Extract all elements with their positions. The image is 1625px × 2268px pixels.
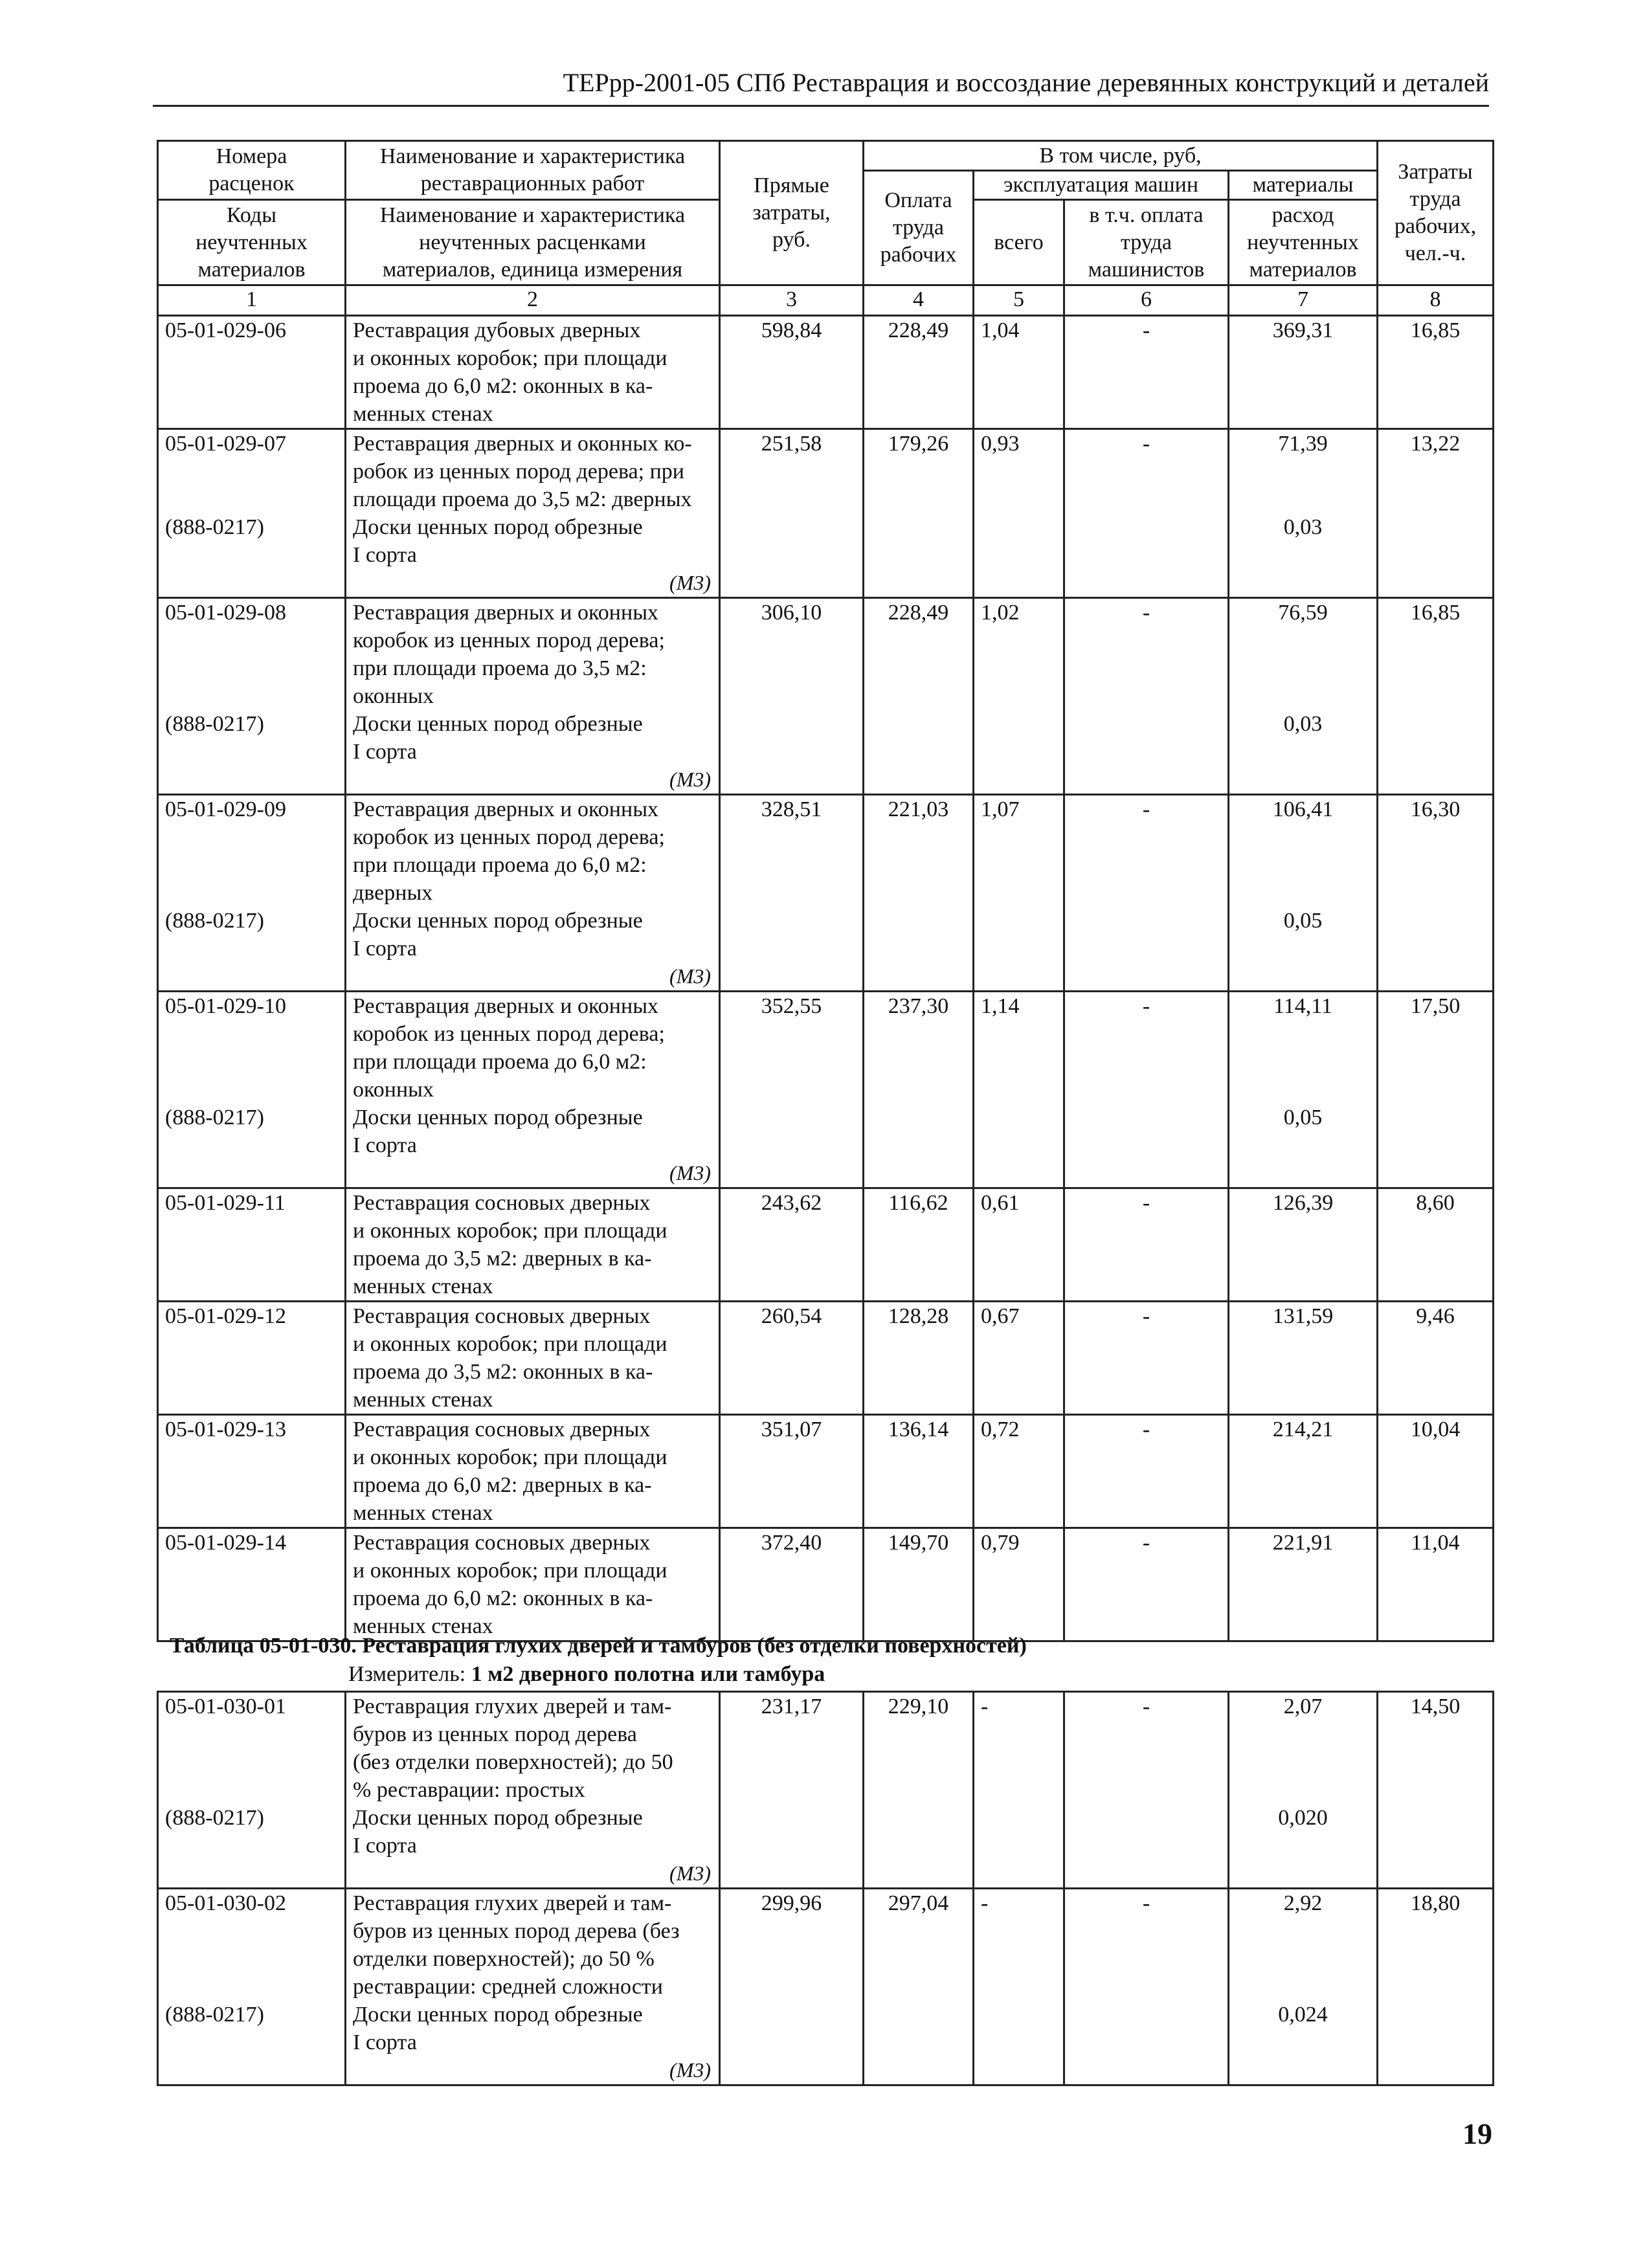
- direct-cost: 598,84: [720, 316, 864, 429]
- rate-code: 05-01-029-10: [165, 994, 286, 1018]
- spacer: [353, 1860, 712, 1887]
- unit-label: (М3): [669, 768, 711, 791]
- material-consumption: 0,024: [1278, 2003, 1328, 2027]
- machine-cost: 1,04: [974, 316, 1064, 429]
- text-line: реставрации: средней сложности: [353, 1975, 663, 1999]
- machinist-cost: -: [1064, 1889, 1229, 2085]
- material-consumption: 0,03: [1283, 712, 1323, 736]
- rate-row: [158, 992, 1494, 1188]
- col-number: 3: [720, 285, 864, 316]
- labor-hours: 14,50: [1378, 1692, 1494, 1889]
- rate-row: [158, 1188, 1494, 1302]
- unit-label: (М3): [669, 1161, 711, 1184]
- direct-cost: 243,62: [720, 1188, 864, 1302]
- materials-cost-cell: [1229, 316, 1378, 429]
- materials-cost: 2,07: [1283, 1695, 1323, 1718]
- text-line: менных стенах: [353, 1614, 493, 1638]
- machinist-cost: -: [1064, 1302, 1229, 1415]
- labor-hours: 16,85: [1378, 598, 1494, 795]
- spacer: [165, 485, 338, 513]
- text-line: площади проема до 3,5 м2: дверных: [353, 487, 692, 511]
- spacer: [165, 1776, 338, 1804]
- machinist-cost: -: [1064, 316, 1229, 429]
- machinist-cost: -: [1064, 1692, 1229, 1889]
- text-line: Реставрация дверных и оконных ко-: [353, 432, 692, 456]
- labor-hours: 17,50: [1378, 992, 1494, 1188]
- unit-label: (М3): [669, 1862, 711, 1885]
- rate-name-cell: [346, 992, 720, 1188]
- col8-header: Затраты труда рабочих, чел.-ч.: [1378, 141, 1494, 285]
- rate-code: 05-01-030-02: [165, 1891, 286, 1915]
- spacer: [353, 1159, 712, 1187]
- materials-cost-cell: [1229, 1188, 1378, 1302]
- material-code: (888-0217): [165, 712, 264, 736]
- text-line: Доски ценных пород обрезные: [353, 515, 643, 539]
- text-line: Реставрация сосновых дверных: [353, 1191, 651, 1215]
- spacer: [353, 569, 712, 597]
- spacer: [1236, 1945, 1370, 1973]
- column-number-row: [158, 285, 1494, 316]
- spacer: [1236, 1048, 1370, 1076]
- text-line: проема до 6,0 м2: дверных в ка-: [353, 1473, 652, 1497]
- rate-code: 05-01-029-13: [165, 1418, 286, 1441]
- rate-code-cell: [158, 1692, 346, 1889]
- spacer: [1236, 485, 1370, 513]
- text-line: отделки поверхностей); до 50 %: [353, 1947, 655, 1971]
- page-header: [153, 62, 1489, 111]
- material-code: (888-0217): [165, 515, 264, 539]
- rate-row: [158, 316, 1494, 429]
- materials-cost: 114,11: [1273, 994, 1332, 1018]
- rate-row: [158, 1889, 1494, 2085]
- material-code: (888-0217): [165, 1106, 264, 1129]
- col1-bottom-header: Коды неучтенных материалов: [158, 200, 346, 285]
- rate-row: [158, 598, 1494, 795]
- materials-cost: 2,92: [1283, 1891, 1323, 1915]
- spacer: [1236, 458, 1370, 485]
- text-line: Реставрация дубовых дверных: [353, 318, 641, 342]
- labor-cost: 128,28: [864, 1302, 974, 1415]
- labor-cost: 149,70: [864, 1528, 974, 1641]
- machines-header: эксплуатация машин: [974, 171, 1229, 200]
- text-line: при площади проема до 3,5 м2:: [353, 656, 647, 680]
- material-code: (888-0217): [165, 2003, 264, 2027]
- table-body-main: [158, 316, 1494, 1641]
- text-line: менных стенах: [353, 1388, 493, 1412]
- rate-code-cell: [158, 598, 346, 795]
- col2-top-header: Наименование и характеристика реставрационных работ: [346, 141, 720, 200]
- text-line: менных стенах: [353, 1501, 493, 1525]
- text-line: Доски ценных пород обрезные: [353, 1806, 643, 1830]
- text-line: I сорта: [353, 543, 417, 567]
- materials-cost: 221,91: [1272, 1531, 1334, 1555]
- labor-cost: 237,30: [864, 992, 974, 1188]
- spacer: [353, 2056, 712, 2084]
- rate-code-cell: [158, 1302, 346, 1415]
- rate-code: 05-01-029-06: [165, 318, 286, 342]
- text-line: робок из ценных пород дерева; при: [353, 460, 684, 484]
- materials-cost: 369,31: [1272, 318, 1334, 342]
- col-number: 8: [1378, 285, 1494, 316]
- table-meter: [348, 1662, 825, 1687]
- rate-name-cell: [346, 316, 720, 429]
- spacer: [165, 1020, 338, 1048]
- rate-name-cell: [346, 1188, 720, 1302]
- machine-cost: 0,79: [974, 1528, 1064, 1641]
- rate-row: [158, 429, 1494, 598]
- rate-code: 05-01-029-09: [165, 797, 286, 821]
- machine-cost: 1,14: [974, 992, 1064, 1188]
- text-line: Реставрация дверных и оконных: [353, 601, 659, 625]
- machinist-cost: -: [1064, 1188, 1229, 1302]
- materials-cost: 106,41: [1272, 797, 1334, 821]
- text-line: Реставрация дверных и оконных: [353, 797, 659, 821]
- materials-cost: 126,39: [1272, 1191, 1334, 1215]
- rate-name-cell: [346, 598, 720, 795]
- direct-cost: 299,96: [720, 1889, 864, 2085]
- text-line: коробок из ценных пород дерева;: [353, 628, 665, 652]
- unit-label: (М3): [669, 2058, 711, 2082]
- spacer: [1236, 682, 1370, 710]
- text-line: проема до 3,5 м2: оконных в ка-: [353, 1360, 653, 1384]
- text-line: менных стенах: [353, 1274, 493, 1298]
- rate-name-cell: [346, 429, 720, 598]
- rate-name-cell: [346, 1302, 720, 1415]
- material-consumption: 0,03: [1283, 515, 1323, 539]
- labor-hours: 16,30: [1378, 795, 1494, 992]
- rate-row: [158, 795, 1494, 992]
- spacer: [165, 458, 338, 485]
- table-caption: Таблица 05-01-030. Реставрация глухих дверей и тамбуров (без отделки поверхностей): [170, 1634, 1027, 1658]
- rate-code: 05-01-029-07: [165, 432, 286, 456]
- spacer: [165, 1945, 338, 1973]
- text-line: дверных: [353, 881, 433, 905]
- rate-code: 05-01-029-12: [165, 1304, 286, 1328]
- direct-cost: 328,51: [720, 795, 864, 992]
- labor-cost: 228,49: [864, 316, 974, 429]
- materials-cost: 214,21: [1272, 1418, 1334, 1441]
- text-line: Реставрация сосновых дверных: [353, 1304, 651, 1328]
- text-line: и оконных коробок; при площади: [353, 346, 667, 370]
- rate-row: [158, 1692, 1494, 1889]
- text-line: и оконных коробок; при площади: [353, 1219, 667, 1243]
- material-consumption: 0,05: [1283, 1106, 1323, 1129]
- direct-cost: 260,54: [720, 1302, 864, 1415]
- text-line: Доски ценных пород обрезные: [353, 909, 643, 933]
- materials-cost-cell: [1229, 992, 1378, 1188]
- spacer: [1236, 1973, 1370, 2001]
- labor-hours: 9,46: [1378, 1302, 1494, 1415]
- spacer: [1236, 627, 1370, 654]
- materials-cost-cell: [1229, 1302, 1378, 1415]
- materials-cost-cell: [1229, 795, 1378, 992]
- text-line: Доски ценных пород обрезные: [353, 712, 643, 736]
- col6-header: в т.ч. оплата труда машинистов: [1064, 200, 1229, 285]
- machinist-cost: -: [1064, 1528, 1229, 1641]
- rate-name-cell: [346, 795, 720, 992]
- spacer: [1236, 1776, 1370, 1804]
- rate-code: 05-01-029-08: [165, 601, 286, 625]
- materials-header: материалы: [1229, 171, 1378, 200]
- rate-code-cell: [158, 429, 346, 598]
- machine-cost: 0,67: [974, 1302, 1064, 1415]
- materials-cost-cell: [1229, 1528, 1378, 1641]
- text-line: Доски ценных пород обрезные: [353, 1106, 643, 1129]
- material-code: (888-0217): [165, 909, 264, 933]
- rate-code-cell: [158, 795, 346, 992]
- rate-code-cell: [158, 1889, 346, 2085]
- labor-cost: 229,10: [864, 1692, 974, 1889]
- spacer: [1236, 1020, 1370, 1048]
- spacer: [165, 823, 338, 851]
- col5-header: всего: [974, 200, 1064, 285]
- spacer: [165, 1748, 338, 1776]
- machine-cost: 1,02: [974, 598, 1064, 795]
- text-line: Доски ценных пород обрезные: [353, 2003, 643, 2027]
- text-line: Реставрация сосновых дверных: [353, 1418, 651, 1441]
- text-line: I сорта: [353, 1834, 417, 1858]
- col-number: 6: [1064, 285, 1229, 316]
- rate-name-cell: [346, 1889, 720, 2085]
- rate-row: [158, 1528, 1494, 1641]
- text-line: Реставрация глухих дверей и там-: [353, 1891, 672, 1915]
- machine-cost: -: [974, 1692, 1064, 1889]
- rate-code: 05-01-029-14: [165, 1531, 286, 1555]
- materials-cost-cell: [1229, 1415, 1378, 1528]
- spacer: [1236, 851, 1370, 879]
- page-number: 19: [1462, 2117, 1492, 2150]
- text-line: и оконных коробок; при площади: [353, 1445, 667, 1469]
- materials-cost: 76,59: [1278, 601, 1328, 625]
- labor-hours: 10,04: [1378, 1415, 1494, 1528]
- text-line: при площади проема до 6,0 м2:: [353, 853, 647, 877]
- materials-cost-cell: [1229, 1692, 1378, 1889]
- spacer: [165, 851, 338, 879]
- rate-code: 05-01-030-01: [165, 1695, 286, 1718]
- spacer: [165, 1973, 338, 2001]
- text-line: (без отделки поверхностей); до 50: [353, 1750, 673, 1774]
- text-line: и оконных коробок; при площади: [353, 1332, 667, 1356]
- spacer: [1236, 1720, 1370, 1748]
- labor-hours: 18,80: [1378, 1889, 1494, 2085]
- labor-hours: 11,04: [1378, 1528, 1494, 1641]
- unit-label: (М3): [669, 964, 711, 988]
- text-line: Реставрация дверных и оконных: [353, 994, 659, 1018]
- direct-cost: 306,10: [720, 598, 864, 795]
- spacer: [165, 654, 338, 682]
- machine-cost: 1,07: [974, 795, 1064, 992]
- col-number: 5: [974, 285, 1064, 316]
- spacer: [165, 1048, 338, 1076]
- header-rule: [153, 105, 1489, 107]
- text-line: I сорта: [353, 2030, 417, 2054]
- col-number: 1: [158, 285, 346, 316]
- text-line: Реставрация сосновых дверных: [353, 1531, 651, 1555]
- labor-hours: 13,22: [1378, 429, 1494, 598]
- document-title: ТЕРрр-2001-05 СПб Реставрация и воссоздание деревянных конструкций и деталей: [563, 68, 1489, 97]
- rate-code-cell: [158, 1528, 346, 1641]
- machinist-cost: -: [1064, 1415, 1229, 1528]
- rate-row: [158, 1302, 1494, 1415]
- spacer: [165, 682, 338, 710]
- machinist-cost: -: [1064, 598, 1229, 795]
- materials-cost-cell: [1229, 598, 1378, 795]
- rate-row: [158, 1415, 1494, 1528]
- materials-cost-cell: [1229, 1889, 1378, 2085]
- machinist-cost: -: [1064, 429, 1229, 598]
- spacer: [1236, 1076, 1370, 1104]
- labor-cost: 221,03: [864, 795, 974, 992]
- col1-top-header: Номера расценок: [158, 141, 346, 200]
- machine-cost: -: [974, 1889, 1064, 2085]
- text-line: Реставрация глухих дверей и там-: [353, 1695, 672, 1718]
- machine-cost: 0,61: [974, 1188, 1064, 1302]
- direct-cost: 231,17: [720, 1692, 864, 1889]
- direct-cost: 251,58: [720, 429, 864, 598]
- col-number: 7: [1229, 285, 1378, 316]
- including-header: В том числе, руб,: [864, 141, 1378, 171]
- machinist-cost: -: [1064, 992, 1229, 1188]
- direct-cost: 352,55: [720, 992, 864, 1188]
- text-line: I сорта: [353, 1133, 417, 1157]
- unit-label: (М3): [669, 571, 711, 594]
- labor-hours: 16,85: [1378, 316, 1494, 429]
- text-line: коробок из ценных пород дерева;: [353, 1022, 665, 1046]
- table-body-030: [158, 1692, 1494, 2085]
- rate-name-cell: [346, 1415, 720, 1528]
- text-line: оконных: [353, 1078, 434, 1102]
- material-consumption: 0,020: [1278, 1806, 1328, 1830]
- materials-cost-cell: [1229, 429, 1378, 598]
- labor-cost: 136,14: [864, 1415, 974, 1528]
- text-line: и оконных коробок; при площади: [353, 1559, 667, 1583]
- labor-hours: 8,60: [1378, 1188, 1494, 1302]
- col4-header: Оплата труда рабочих: [864, 171, 974, 285]
- text-line: проема до 3,5 м2: дверных в ка-: [353, 1247, 652, 1271]
- text-line: I сорта: [353, 740, 417, 764]
- materials-cost: 71,39: [1278, 432, 1328, 456]
- col-number: 4: [864, 285, 974, 316]
- direct-cost: 372,40: [720, 1528, 864, 1641]
- spacer: [1236, 654, 1370, 682]
- spacer: [165, 1076, 338, 1104]
- text-line: коробок из ценных пород дерева;: [353, 825, 665, 849]
- rate-code-cell: [158, 1188, 346, 1302]
- rate-name-cell: [346, 1692, 720, 1889]
- col3-header: Прямые затраты, руб.: [720, 141, 864, 285]
- spacer: [165, 1720, 338, 1748]
- col7-header: расход неучтенных материалов: [1229, 200, 1378, 285]
- rate-code: 05-01-029-11: [165, 1191, 286, 1215]
- spacer: [353, 766, 712, 794]
- direct-cost: 351,07: [720, 1415, 864, 1528]
- machine-cost: 0,72: [974, 1415, 1064, 1528]
- spacer: [165, 1917, 338, 1945]
- col2-bottom-header: Наименование и характеристика неучтенных расценками материалов, единица измерения: [346, 200, 720, 285]
- rate-name-cell: [346, 1528, 720, 1641]
- labor-cost: 116,62: [864, 1188, 974, 1302]
- rate-code-cell: [158, 316, 346, 429]
- material-consumption: 0,05: [1283, 909, 1323, 933]
- text-line: % реставрации: простых: [353, 1778, 585, 1802]
- text-line: буров из ценных пород дерева (без: [353, 1919, 680, 1943]
- text-line: буров из ценных пород дерева: [353, 1722, 637, 1746]
- text-line: менных стенах: [353, 402, 493, 426]
- machine-cost: 0,93: [974, 429, 1064, 598]
- col-number: 2: [346, 285, 720, 316]
- text-line: оконных: [353, 684, 434, 708]
- spacer: [165, 879, 338, 907]
- labor-cost: 228,49: [864, 598, 974, 795]
- rate-code-cell: [158, 992, 346, 1188]
- spacer: [1236, 823, 1370, 851]
- text-line: проема до 6,0 м2: оконных в ка-: [353, 374, 653, 398]
- machinist-cost: -: [1064, 795, 1229, 992]
- materials-cost: 131,59: [1272, 1304, 1334, 1328]
- labor-cost: 179,26: [864, 429, 974, 598]
- spacer: [353, 962, 712, 990]
- labor-cost: 297,04: [864, 1889, 974, 2085]
- spacer: [1236, 1917, 1370, 1945]
- spacer: [165, 627, 338, 654]
- text-line: при площади проема до 6,0 м2:: [353, 1050, 647, 1074]
- rates-table-030: [157, 1691, 1494, 2086]
- rate-code-cell: [158, 1415, 346, 1528]
- spacer: [1236, 879, 1370, 907]
- text-line: проема до 6,0 м2: оконных в ка-: [353, 1586, 653, 1610]
- meter-value: 1 м2 дверного полотна или тамбура: [471, 1662, 825, 1686]
- meter-label: Измеритель:: [348, 1662, 466, 1686]
- text-line: I сорта: [353, 937, 417, 961]
- spacer: [1236, 1748, 1370, 1776]
- rates-table-main: [157, 140, 1494, 1642]
- material-code: (888-0217): [165, 1806, 264, 1830]
- table-header: [158, 141, 1494, 316]
